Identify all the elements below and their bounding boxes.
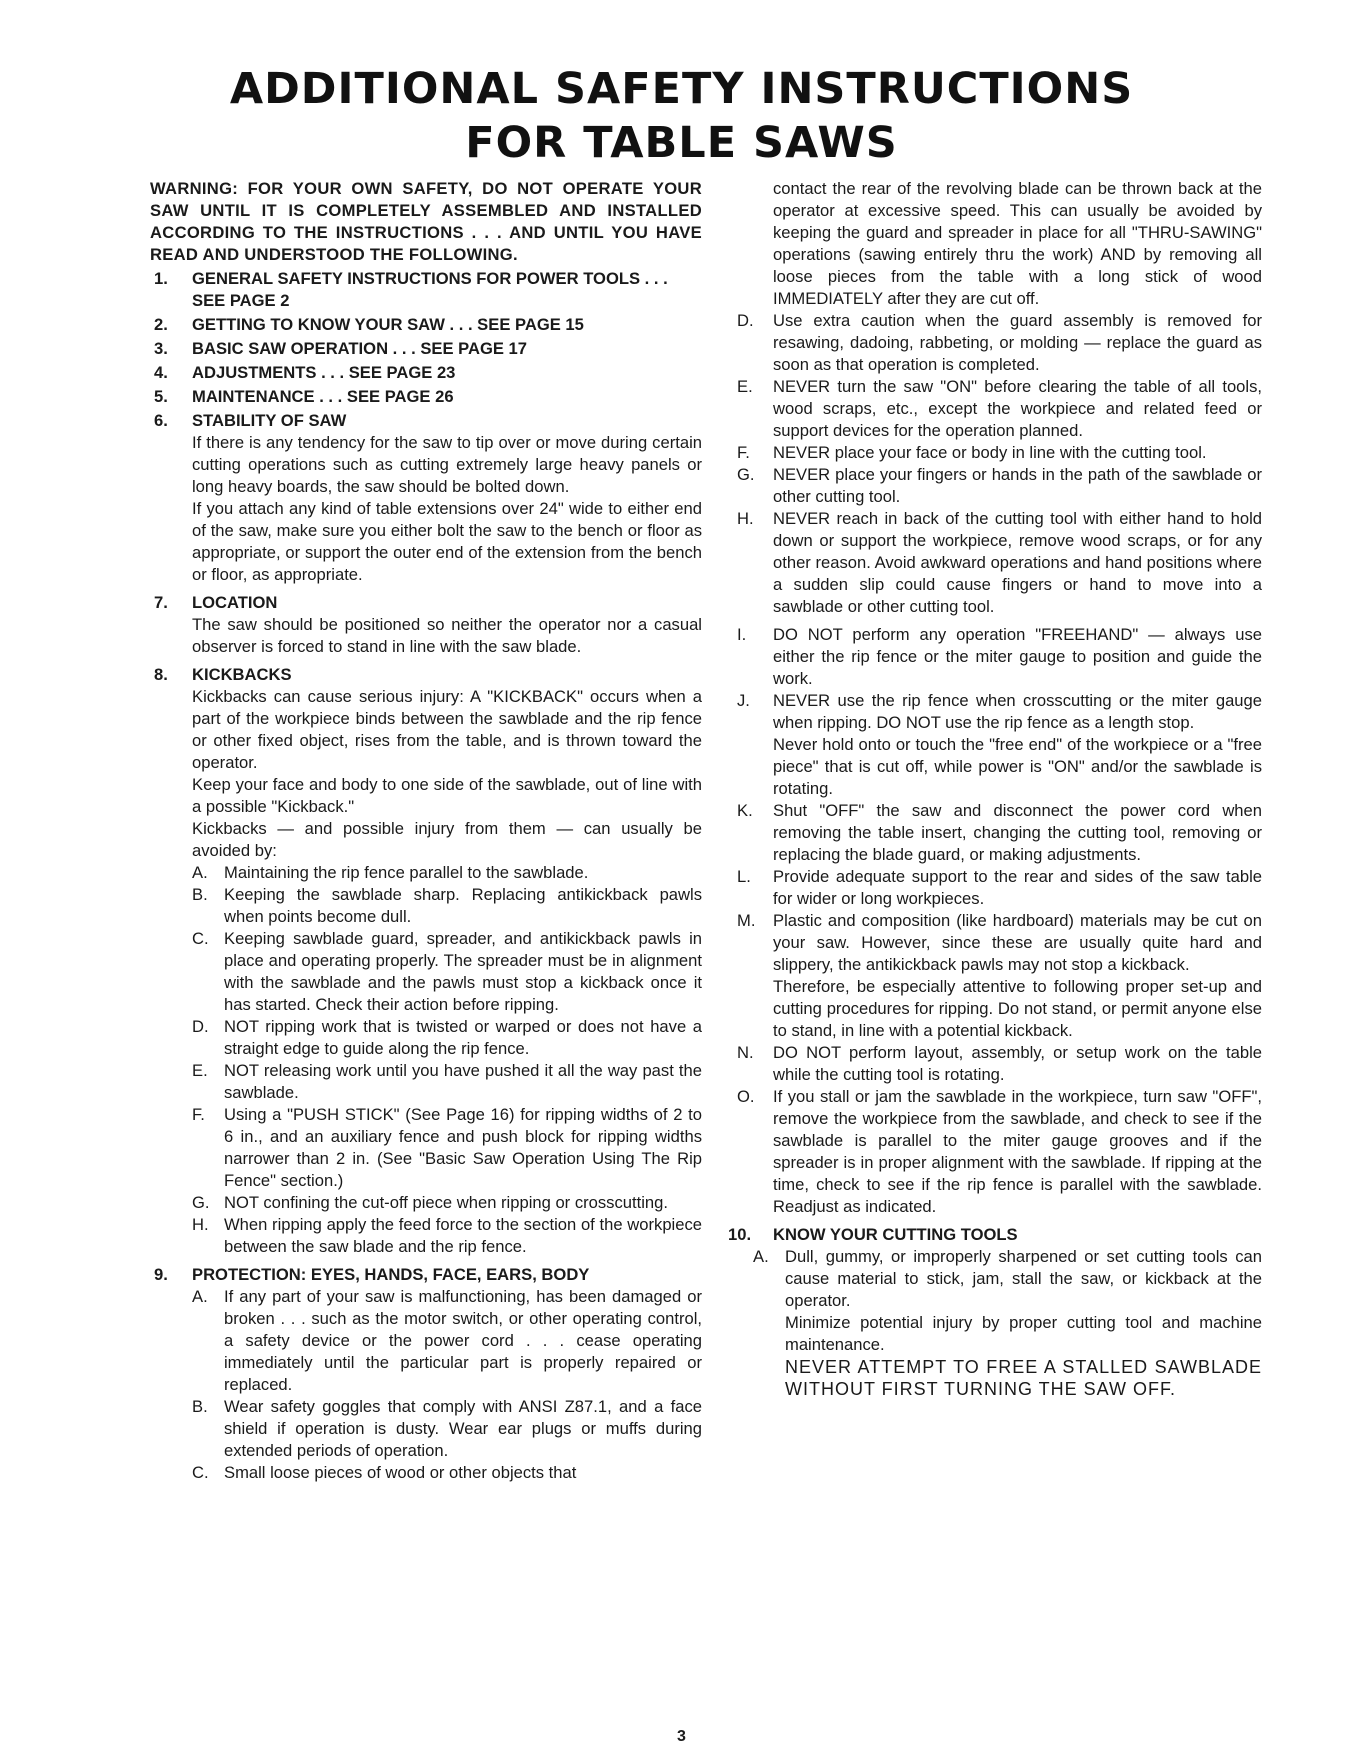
item-text: Using a "PUSH STICK" (See Page 16) for ripping widths of 2 to 6 in., and an auxiliary fence and push block for ripping widths narrower than 2 in. (See "Basic Saw Operation Using The Rip Fence" section.) (224, 1105, 702, 1190)
list-item (737, 508, 1262, 618)
ref-number: 4. (154, 363, 168, 382)
item-text: Keeping the sawblade sharp. Replacing antikickback pawls when points become dull. (224, 885, 702, 926)
item-text: DO NOT perform layout, assembly, or setup work on the table while the cutting tool is rotating. (773, 1043, 1262, 1084)
item-letter: F. (737, 443, 750, 462)
section-number: 8. (154, 665, 168, 684)
section-number: 7. (154, 593, 168, 612)
item-text: NEVER turn the saw "ON" before clearing the table of all tools, wood scraps, etc., except the workpiece and related feed or support devices for the operation planned. (773, 377, 1262, 440)
list-item (737, 800, 1262, 866)
item-letter: B. (192, 885, 208, 904)
item-text: NEVER place your face or body in line with the cutting tool. (773, 443, 1207, 462)
item-letter: L. (737, 867, 751, 886)
item-letter: C. (192, 929, 209, 948)
item-text: If any part of your saw is malfunctioning, has been damaged or broken . . . such as the motor switch, or other operating control, a safety device or the power cord . . . cease operating immediately until the particular part is properly repaired or replaced. (224, 1287, 702, 1394)
section-heading: LOCATION (192, 593, 278, 612)
section-heading: PROTECTION: EYES, HANDS, FACE, EARS, BODY (192, 1265, 590, 1284)
list-item (192, 1462, 702, 1484)
body-paragraph: Kickbacks can cause serious injury: A "KICKBACK" occurs when a part of the workpiece binds between the sawblade and the rip fence or other fixed object, rises from the table, and is thrown toward the operator. (192, 687, 702, 772)
item-warning-text: NEVER ATTEMPT TO FREE A STALLED SAWBLADE WITHOUT FIRST TURNING THE SAW OFF. (785, 1357, 1262, 1399)
ref-item-adjustments: ADJUSTMENTS . . . SEE PAGE 23 (192, 363, 456, 382)
section-cutting-tools (728, 1224, 1262, 1400)
item-letter: H. (737, 509, 754, 528)
item-letter: E. (192, 1061, 208, 1080)
item-text: Small loose pieces of wood or other objects that (224, 1463, 577, 1482)
body-paragraph: The saw should be positioned so neither the operator nor a casual observer is forced to stand in line with the saw blade. (192, 615, 702, 656)
section-number: 9. (154, 1265, 168, 1284)
item-letter: K. (737, 801, 753, 820)
item-text: NOT confining the cut-off piece when ripping or crosscutting. (224, 1193, 668, 1212)
item-text: Provide adequate support to the rear and sides of the saw table for wider or long workpieces. (773, 867, 1262, 908)
item-text: If you stall or jam the sawblade in the workpiece, turn saw "OFF", remove the workpiece from the sawblade, and check to see if the sawblade is parallel to the miter gauge grooves and if the spreader is in proper alignment with the sawblade. If ripping at the time, check to see if the rip fence is parallel with the sawblade. Readjust as indicated. (773, 1087, 1262, 1216)
section-heading: KICKBACKS (192, 665, 292, 684)
ref-number: 3. (154, 339, 168, 358)
body-paragraph: Keep your face and body to one side of the sawblade, out of line with a possible "Kickback." (192, 775, 702, 816)
item-letter: J. (737, 691, 750, 710)
list-item (192, 1060, 702, 1104)
item-text: NOT ripping work that is twisted or warped or does not have a straight edge to guide along the rip fence. (224, 1017, 702, 1058)
body-paragraph: If you attach any kind of table extensions over 24" wide to either end of the saw, make sure you either bolt the saw to the bench or floor as appropriate, or support the outer end of the extension from the bench or floor, as appropriate. (192, 499, 702, 584)
item-letter: A. (753, 1247, 769, 1266)
ref-item-getting-to-know: GETTING TO KNOW YOUR SAW . . . SEE PAGE 15 (192, 315, 584, 334)
item-letter: B. (192, 1397, 208, 1416)
list-item (737, 866, 1262, 910)
list-item (192, 862, 702, 884)
item-letter: C. (192, 1463, 209, 1482)
item-text: Use extra caution when the guard assembly is removed for resawing, dadoing, rabbeting, or molding — replace the guard as soon as that operation is completed. (773, 311, 1262, 374)
item-letter: D. (737, 311, 754, 330)
left-column (150, 178, 702, 1484)
item-text: Minimize potential injury by proper cutting tool and machine maintenance. (785, 1313, 1262, 1354)
item-letter: D. (192, 1017, 209, 1036)
ref-number: 5. (154, 387, 168, 406)
list-item (192, 1214, 702, 1258)
item-letter: N. (737, 1043, 754, 1062)
list-item (192, 884, 702, 928)
section-number: 10. (728, 1225, 752, 1244)
list-item (753, 1246, 1262, 1400)
right-column (728, 178, 1262, 1400)
item-text-continued: Never hold onto or touch the "free end" of the workpiece or a "free piece" that is cut off, while power is "ON" and/or the sawblade is rotating. (773, 735, 1262, 798)
list-item (192, 1016, 702, 1060)
item-letter: E. (737, 377, 753, 396)
item-text: When ripping apply the feed force to the section of the workpiece between the saw blade and the rip fence. (224, 1215, 702, 1256)
item-text: Keeping sawblade guard, spreader, and antikickback pawls in place and operating properly. The spreader must be in alignment with the sawblade and the pawls must stop a kickback once it has started. Check their action before ripping. (224, 929, 702, 1014)
list-item (737, 910, 1262, 1042)
ref-item-maintenance: MAINTENANCE . . . SEE PAGE 26 (192, 387, 454, 406)
list-item (737, 442, 1262, 464)
section-heading: STABILITY OF SAW (192, 411, 347, 430)
section-stability (150, 410, 702, 586)
list-item (192, 1104, 702, 1192)
list-item (737, 690, 1262, 800)
list-item (737, 464, 1262, 508)
page-number: 3 (677, 1728, 686, 1745)
item-text: Dull, gummy, or improperly sharpened or set cutting tools can cause material to stick, jam, stall the saw, or kickback at the operator. (785, 1247, 1262, 1310)
section-kickbacks (150, 664, 702, 1258)
list-item (737, 310, 1262, 376)
list-item (737, 624, 1262, 690)
ref-item-general-safety: GENERAL SAFETY INSTRUCTIONS FOR POWER TOOLS . . . SEE PAGE 2 (192, 269, 668, 310)
ref-number: 1. (154, 269, 168, 288)
body-paragraph: Kickbacks — and possible injury from them — can usually be avoided by: (192, 819, 702, 860)
item-text: NOT releasing work until you have pushed it all the way past the sawblade. (224, 1061, 702, 1102)
item-letter: I. (737, 625, 747, 644)
item-letter: F. (192, 1105, 205, 1124)
item-text: NEVER use the rip fence when crosscutting or the miter gauge when ripping. DO NOT use the rip fence as a length stop. (773, 691, 1262, 732)
list-item (192, 1192, 702, 1214)
list-item (737, 1086, 1262, 1218)
section-protection (150, 1264, 702, 1484)
item-text: Plastic and composition (like hardboard) materials may be cut on your saw. However, since these are usually quite hard and slippery, the antikickback pawls may not stop a kickback. (773, 911, 1262, 974)
item-text-continued: Therefore, be especially attentive to following proper set-up and cutting procedures for ripping. Do not stand, or permit anyone else to stand, in line with a potential kickback. (773, 977, 1262, 1040)
item-text: Maintaining the rip fence parallel to the sawblade. (224, 863, 589, 882)
list-item (192, 928, 702, 1016)
continued-paragraph: contact the rear of the revolving blade can be thrown back at the operator at excessive speed. This can usually be avoided by keeping the guard and spreader in place for all "THRU-SAWING" operations (sawing entirely thru the work) AND by removing all loose pieces from the table with a long stick of wood IMMEDIATELY after they are cut off. (773, 179, 1262, 308)
warning-paragraph: WARNING: FOR YOUR OWN SAFETY, DO NOT OPERATE YOUR SAW UNTIL IT IS COMPLETELY ASSEMBLED AND INSTALLED ACCORDING TO THE INSTRUCTIONS . . . AND UNTIL YOU HAVE READ AND UNDERSTOOD THE FOLLOWING. (150, 179, 702, 264)
page-title-line-2: FOR TABLE SAWS (465, 118, 898, 168)
item-text: Shut "OFF" the saw and disconnect the power cord when removing the table insert, changing the cutting tool, removing or replacing the blade guard, or making adjustments. (773, 801, 1262, 864)
item-letter: G. (737, 465, 755, 484)
item-letter: O. (737, 1087, 755, 1106)
list-item (737, 376, 1262, 442)
list-item (192, 1396, 702, 1462)
section-location (150, 592, 702, 658)
section-number: 6. (154, 411, 168, 430)
ref-item-basic-operation: BASIC SAW OPERATION . . . SEE PAGE 17 (192, 339, 528, 358)
item-letter: A. (192, 863, 208, 882)
item-letter: G. (192, 1193, 210, 1212)
item-letter: M. (737, 911, 756, 930)
item-letter: A. (192, 1287, 208, 1306)
item-text: NEVER reach in back of the cutting tool with either hand to hold down or support the workpiece, remove wood scraps, or for any other reason. Avoid awkward operations and hand positions where a sudden slip could cause fingers or hand to move into a sawblade or other cutting tool. (773, 509, 1262, 616)
ref-number: 2. (154, 315, 168, 334)
item-letter: H. (192, 1215, 209, 1234)
reference-list (150, 268, 702, 408)
item-text: DO NOT perform any operation "FREEHAND" — always use either the rip fence or the miter gauge to position and guide the work. (773, 625, 1262, 688)
section-heading: KNOW YOUR CUTTING TOOLS (773, 1225, 1018, 1244)
body-paragraph: If there is any tendency for the saw to tip over or move during certain cutting operations such as cutting extremely large heavy panels or long heavy boards, the saw should be bolted down. (192, 433, 702, 496)
item-text: NEVER place your fingers or hands in the path of the sawblade or other cutting tool. (773, 465, 1262, 506)
page-title-line-1: ADDITIONAL SAFETY INSTRUCTIONS (229, 64, 1134, 114)
list-item (192, 1286, 702, 1396)
list-item (737, 1042, 1262, 1086)
item-text: Wear safety goggles that comply with ANSI Z87.1, and a face shield if operation is dusty. Wear ear plugs or muffs during extended periods of operation. (224, 1397, 702, 1460)
